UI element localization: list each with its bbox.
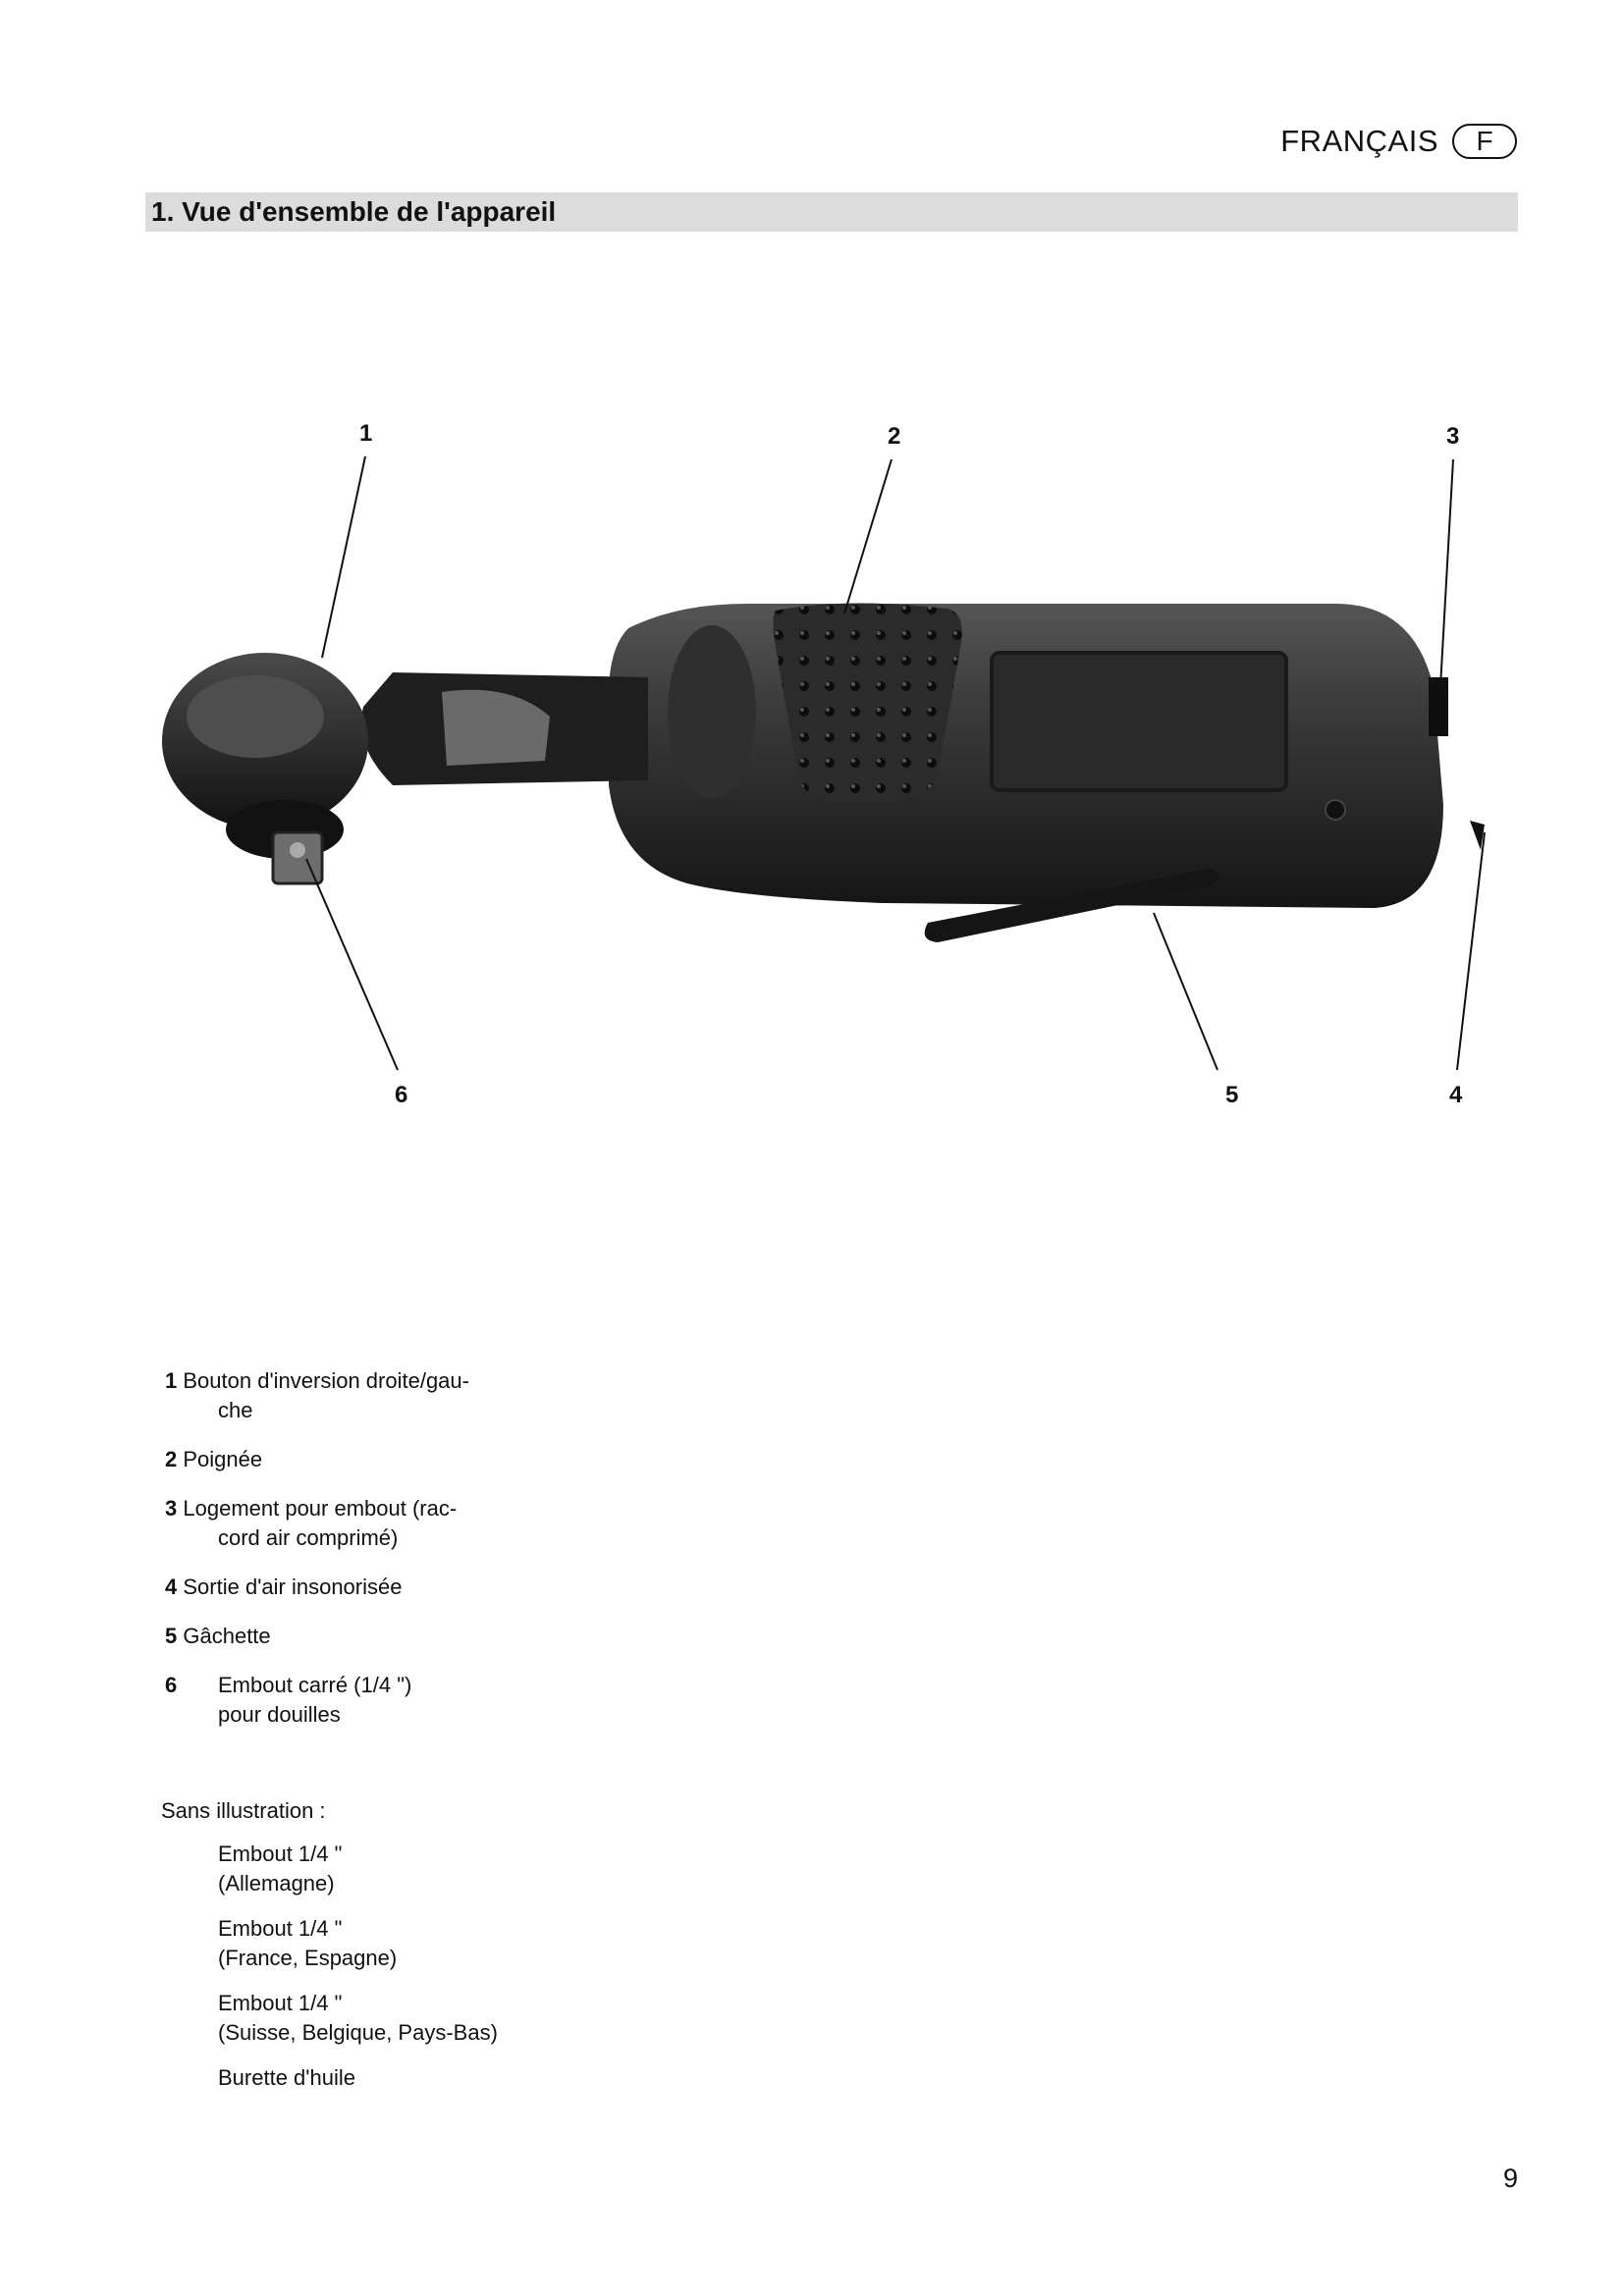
legend-number: 1: [165, 1368, 178, 1393]
language-indicator: [1280, 124, 1517, 159]
handle-window: [992, 653, 1286, 790]
accessory-item: [161, 1989, 498, 2048]
accessory-item: [161, 1914, 498, 1973]
legend-item: [165, 1445, 754, 1474]
legend-number: 3: [165, 1496, 178, 1521]
callout-2: 2: [888, 423, 901, 450]
legend-number: 2: [165, 1447, 178, 1471]
accessory-item: [161, 2063, 498, 2093]
language-label: FRANÇAIS: [1280, 124, 1438, 158]
callout-1: 1: [359, 420, 373, 447]
accessory-name: Embout 1/4 ": [218, 1916, 343, 1941]
callout-6: 6: [395, 1082, 408, 1108]
accessories-list: [161, 1796, 498, 2109]
callout-4: 4: [1449, 1082, 1463, 1108]
legend-text: Bouton d'inversion droite/gau-: [183, 1368, 469, 1393]
leader-line-1: [322, 456, 365, 658]
section-header: [145, 192, 1518, 232]
legend-item: [165, 1366, 754, 1425]
callout-3: 3: [1446, 423, 1460, 450]
legend-item: [165, 1622, 754, 1651]
legend-text-continued: pour douilles: [218, 1702, 341, 1727]
legend-text-continued: che: [218, 1398, 253, 1422]
legend-text: Gâchette: [183, 1624, 271, 1648]
leader-line-4: [1457, 832, 1485, 1070]
accessories-heading: Sans illustration :: [161, 1798, 326, 1823]
accessory-detail: (Suisse, Belgique, Pays-Bas): [218, 2020, 498, 2045]
leader-line-3: [1440, 459, 1453, 687]
leader-line-2: [844, 459, 892, 614]
legend-number: 6: [165, 1673, 178, 1697]
legend-text: Embout carré (1/4 "): [218, 1673, 412, 1697]
accessory-name: Embout 1/4 ": [218, 1842, 343, 1866]
handle-collar: [668, 625, 756, 798]
leader-line-5: [1154, 913, 1218, 1070]
accessory-name: Embout 1/4 ": [218, 1991, 343, 2015]
accessory-detail: (Allemagne): [218, 1871, 335, 1896]
parts-legend: [165, 1366, 754, 1749]
ratchet-wrench-drawing: [0, 393, 1624, 1178]
legend-item: [165, 1573, 754, 1602]
accessory-name: Burette d'huile: [218, 2065, 355, 2090]
accessory-detail: (France, Espagne): [218, 1946, 398, 1970]
accessory-item: [161, 1840, 498, 1898]
legend-number: 5: [165, 1624, 178, 1648]
legend-text: Sortie d'air insonorisée: [183, 1575, 403, 1599]
leader-line-6: [306, 859, 398, 1070]
exhaust-port: [1429, 677, 1448, 736]
legend-text: Poignée: [183, 1447, 263, 1471]
tool-illustration: [0, 393, 1624, 1178]
legend-text-continued: cord air comprimé): [218, 1525, 399, 1550]
legend-item: [165, 1671, 754, 1730]
legend-item: [165, 1494, 754, 1553]
section-title: 1. Vue d'ensemble de l'appareil: [151, 196, 557, 227]
callout-5: 5: [1225, 1082, 1239, 1108]
page-number: 9: [1502, 2163, 1518, 2193]
grip-pad: [774, 603, 962, 800]
legend-number: 4: [165, 1575, 178, 1599]
language-badge: F: [1452, 124, 1517, 159]
legend-text: Logement pour embout (rac-: [183, 1496, 458, 1521]
